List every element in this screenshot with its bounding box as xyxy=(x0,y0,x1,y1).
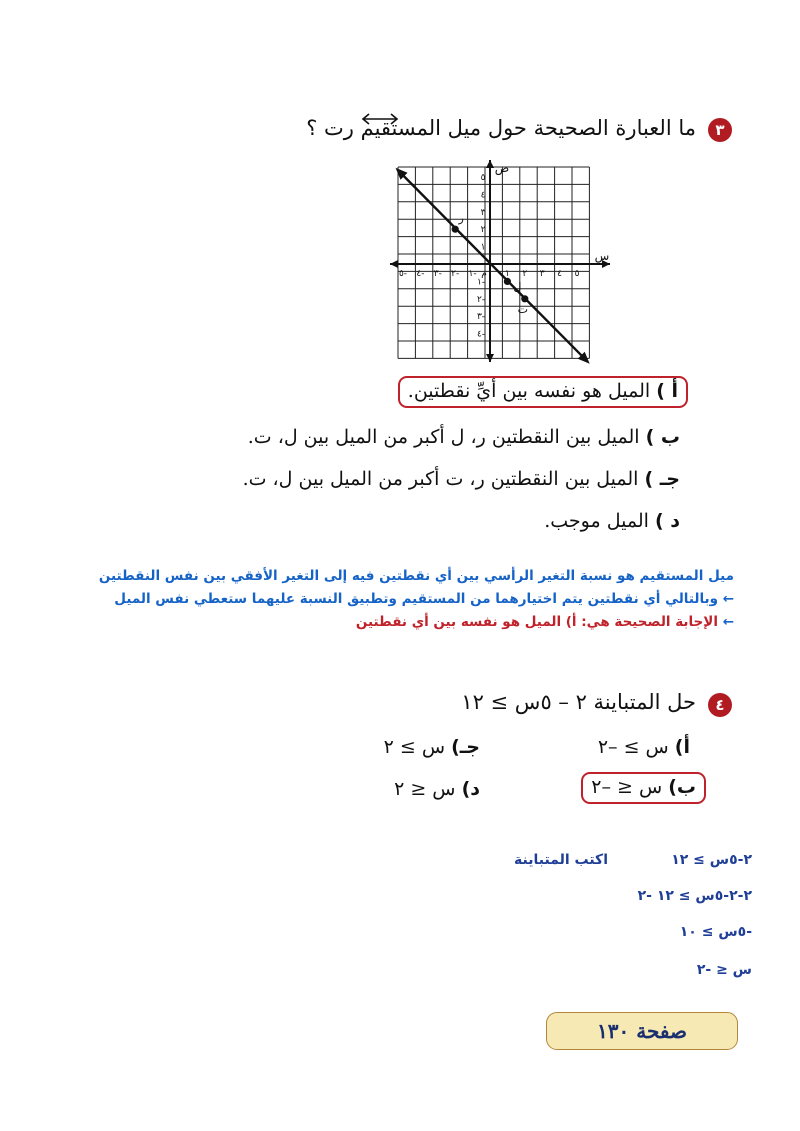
q3-option-a-text: الميل هو نفسه بين أيِّ نقطتين. xyxy=(407,380,651,402)
x-tick-label: ٤ xyxy=(557,269,563,279)
q4-solution-step-1: ٢-٥س ≥ ١٢ xyxy=(671,852,752,868)
x-tick-label: ١ xyxy=(504,269,510,279)
line-notation-arrow-icon xyxy=(360,112,400,126)
q4-option-d-text: س ≤ ٢ xyxy=(394,778,456,800)
question-3-text: ما العبارة الصحيحة حول ميل المستقيم رت ؟ xyxy=(306,116,696,140)
origin-label: م xyxy=(481,269,487,279)
x-tick-label: ٣- xyxy=(433,269,442,279)
page-number-box xyxy=(546,1012,738,1050)
arrow-icon: ← xyxy=(722,614,734,630)
q3-option-c-letter: جـ ) xyxy=(644,468,680,490)
q4-option-d[interactable] xyxy=(394,778,480,800)
arrow-icon: ← xyxy=(722,591,734,607)
question-4-number: ٤ xyxy=(708,693,732,717)
q4-solution-step-4: س ≤ -٢ xyxy=(696,962,752,978)
x-tick-label: ٢- xyxy=(451,269,460,279)
coordinate-graph xyxy=(386,158,614,364)
q4-option-b-text: س ≤ –٢ xyxy=(591,776,663,798)
page-number: ١٣٠ xyxy=(597,1019,630,1043)
y-tick-label: ٤- xyxy=(476,329,486,340)
q3-option-d[interactable] xyxy=(544,510,680,532)
q3-option-b[interactable] xyxy=(248,426,680,448)
q3-option-a-letter: أ ) xyxy=(656,380,678,402)
x-tick-label: ٥- xyxy=(398,269,408,279)
q4-solution-step-3: -٥س ≥ ١٠ xyxy=(679,924,752,940)
q4-option-d-letter: د) xyxy=(461,778,480,800)
q4-option-c-letter: جـ) xyxy=(451,736,480,758)
q3-option-c[interactable] xyxy=(243,468,680,490)
line-rt xyxy=(400,172,586,360)
q3-option-a[interactable] xyxy=(398,376,688,408)
x-tick-label: ٥ xyxy=(574,269,580,279)
question-3-number: ٣ xyxy=(708,118,732,142)
y-axis-label: ص xyxy=(494,161,510,175)
y-axis-arrow-icon xyxy=(486,160,494,168)
q3-option-c-text: الميل بين النقطتين ر، ت أكبر من الميل بين ل، ت. xyxy=(242,468,639,490)
q4-option-c[interactable] xyxy=(384,736,480,758)
x-tick-label: ٤- xyxy=(416,269,425,279)
y-tick-label: ٤ xyxy=(480,190,486,201)
q4-option-a[interactable] xyxy=(598,736,690,758)
y-tick-label: ٣ xyxy=(480,207,486,218)
q4-solution-step-2: ٢-٢-٥س ≥ ١٢ -٢ xyxy=(637,888,752,904)
question-4-text: حل المتباينة ٢ – ٥س ≥ ١٢ xyxy=(461,690,696,714)
q3-option-d-text: الميل موجب. xyxy=(544,510,649,532)
x-axis-arrow-icon xyxy=(390,260,398,268)
q4-option-b-letter: ب) xyxy=(668,776,696,798)
y-tick-label: ٣- xyxy=(476,312,486,323)
x-axis-label: س xyxy=(594,249,610,263)
q3-option-b-text: الميل بين النقطتين ر، ل أكبر من الميل بين ل، ت. xyxy=(247,426,640,448)
y-tick-label: ١- xyxy=(476,277,486,288)
q4-option-a-letter: أ) xyxy=(674,736,690,758)
q3-option-b-letter: ب ) xyxy=(645,426,680,448)
q3-explanation-answer: ← الإجابة الصحيحة هي: أ) الميل هو نفسه بين أي نقطتين xyxy=(355,614,734,630)
q4-option-b[interactable] xyxy=(581,772,706,804)
y-tick-label: ٢- xyxy=(476,294,486,305)
q3-explanation-line-1: ميل المستقيم هو نسبة التغير الرأسي بين أي نقطتين فيه إلى التغير الأفقي بين نفس النقطتين xyxy=(98,568,734,584)
y-tick-label: ١ xyxy=(480,242,486,253)
q4-option-c-text: س ≥ ٢ xyxy=(383,736,446,758)
point-t-label: ت xyxy=(517,302,528,316)
x-tick-label: ٢ xyxy=(522,269,528,279)
point-r-label: ر xyxy=(458,212,464,226)
y-tick-label: ٢ xyxy=(480,225,486,236)
q4-solution-step-1-note: اكتب المتباينة xyxy=(514,852,608,868)
y-tick-label: ٥ xyxy=(480,173,486,183)
page-label: صفحة xyxy=(636,1019,687,1043)
point-t xyxy=(521,295,528,302)
x-tick-label: ٣ xyxy=(539,269,545,279)
x-tick-label: ١- xyxy=(468,269,477,279)
q4-option-a-text: س ≥ –٢ xyxy=(597,736,669,758)
q3-option-d-letter: د ) xyxy=(654,510,680,532)
point-l-label: ل xyxy=(513,280,522,294)
q3-explanation-line-2: ← وبالتالي أي نقطتين يتم اختيارهما من المستقيم وتطبيق النسبة عليهما ستعطي نفس الميل xyxy=(114,591,734,607)
point-r xyxy=(452,226,459,233)
